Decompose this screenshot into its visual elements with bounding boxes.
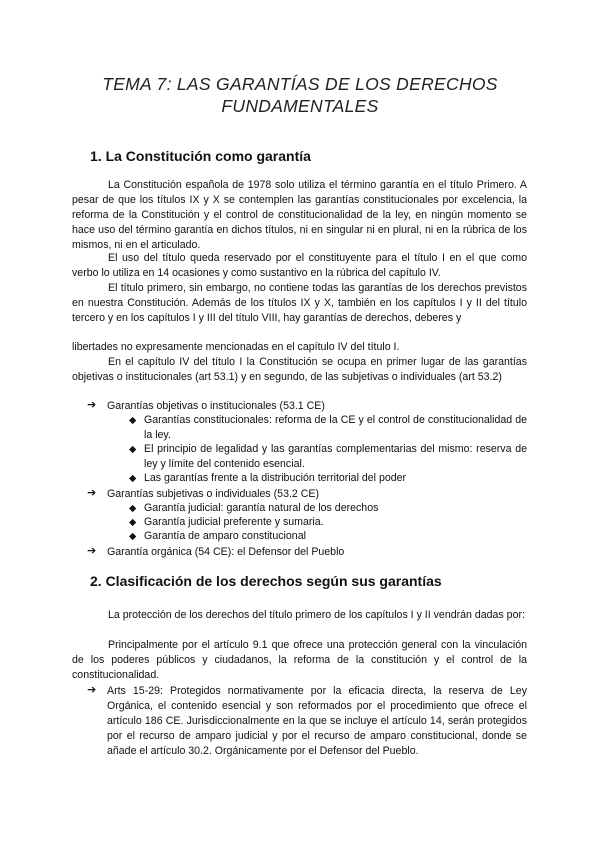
diamond-bullet-icon: ◆ <box>129 531 137 542</box>
arrow-bullet-icon: ➔ <box>87 545 97 557</box>
section-2-paragraph-1: La protección de los derechos del título primero de los capítulos I y II vendrán dadas por: <box>108 609 525 621</box>
arrow-bullet-icon: ➔ <box>87 487 97 499</box>
document-title-line-1: TEMA 7: LAS GARANTÍAS DE LOS DERECHOS <box>102 74 498 94</box>
section-1-paragraph-3-continuation: libertades no expresamente mencionadas en el capítulo IV del título I. <box>72 341 400 353</box>
arrow-bullet-icon: ➔ <box>87 399 97 411</box>
arrow-bullet-icon: ➔ <box>87 684 97 696</box>
document-title-line-2: FUNDAMENTALES <box>221 96 379 116</box>
section-1-paragraph-1: La Constitución española de 1978 solo utiliza el término garantía en el título Primero. A pesar de que los títulos IX y X se contemplen las garantías constitucionales por excelencia, la reforma de la Constitución y el control de constitucionalidad de la ley, en ningún momento se hace uso del término garantía en dichos títulos, ni en singular ni en plural, ni en la rúbrica de los mismos, ni en el articulado. <box>72 179 527 251</box>
diamond-bullet-icon: ◆ <box>129 473 137 484</box>
diamond-bullet-icon: ◆ <box>129 503 137 514</box>
list-item-organica: Garantía orgánica (54 CE): el Defensor del Pueblo <box>107 546 345 558</box>
section-1-paragraph-4: En el capítulo IV del título I la Constitución se ocupa en primer lugar de las garantías objetivas o institucionales (art 53.1) y en segundo, de las subjetivas o individuales (art 53.2) <box>72 356 527 383</box>
list-item-arts-15-29: Arts 15-29: Protegidos normativamente por la eficacia directa, la reserva de Ley Orgánica, el contenido esencial y son reformados por el procedimiento que ofrece el artículo 186 CE. Jurisdiccionalmente en la que se incluye el artículo 14, serán protegidos por el recurso de amparo judicial y por el recurso de amparo constitucional, donde se añade el artículo 30.2. Orgánicamente por el Defensor del Pueblo. <box>107 685 527 757</box>
list-subitem-objetivas-2: El principio de legalidad y las garantías complementarias del mismo: reserva de ley y límite del contenido esencial. <box>144 443 527 470</box>
list-item-objetivas: Garantías objetivas o institucionales (53.1 CE) <box>107 400 325 412</box>
list-subitem-objetivas-3: Las garantías frente a la distribución territorial del poder <box>144 472 407 484</box>
list-subitem-subjetivas-1: Garantía judicial: garantía natural de los derechos <box>144 502 379 514</box>
list-subitem-subjetivas-3: Garantía de amparo constitucional <box>144 530 306 542</box>
section-1-paragraph-3: El título primero, sin embargo, no contiene todas las garantías de los derechos previstos en nuestra Constitución. Además de los títulos IX y X, también en los capítulos I y II del título tercero y en los capítulos I y III del título VIII, hay garantías de derechos, deberes y <box>72 282 527 324</box>
diamond-bullet-icon: ◆ <box>129 415 137 426</box>
list-subitem-objetivas-1: Garantías constitucionales: reforma de la CE y el control de constitucionalidad de la ley. <box>144 414 527 441</box>
section-1-paragraph-2: El uso del título queda reservado por el constituyente para el título I en el que como verbo lo utiliza en 14 ocasiones y como sustantivo en la rúbrica del capítulo IV. <box>72 252 527 279</box>
diamond-bullet-icon: ◆ <box>129 517 137 528</box>
diamond-bullet-icon: ◆ <box>129 444 137 455</box>
section-2-paragraph-2: Principalmente por el artículo 9.1 que ofrece una protección general con la vinculación de los poderes públicos y ciudadanos, la reforma de la constitución y el control de la constitucionalidad. <box>72 639 527 681</box>
list-item-subjetivas: Garantías subjetivas o individuales (53.2 CE) <box>107 488 319 500</box>
section-2-heading: 2. Clasificación de los derechos según sus garantías <box>90 573 442 589</box>
section-1-heading: 1. La Constitución como garantía <box>90 148 311 164</box>
list-subitem-subjetivas-2: Garantía judicial preferente y sumaria. <box>144 516 324 528</box>
